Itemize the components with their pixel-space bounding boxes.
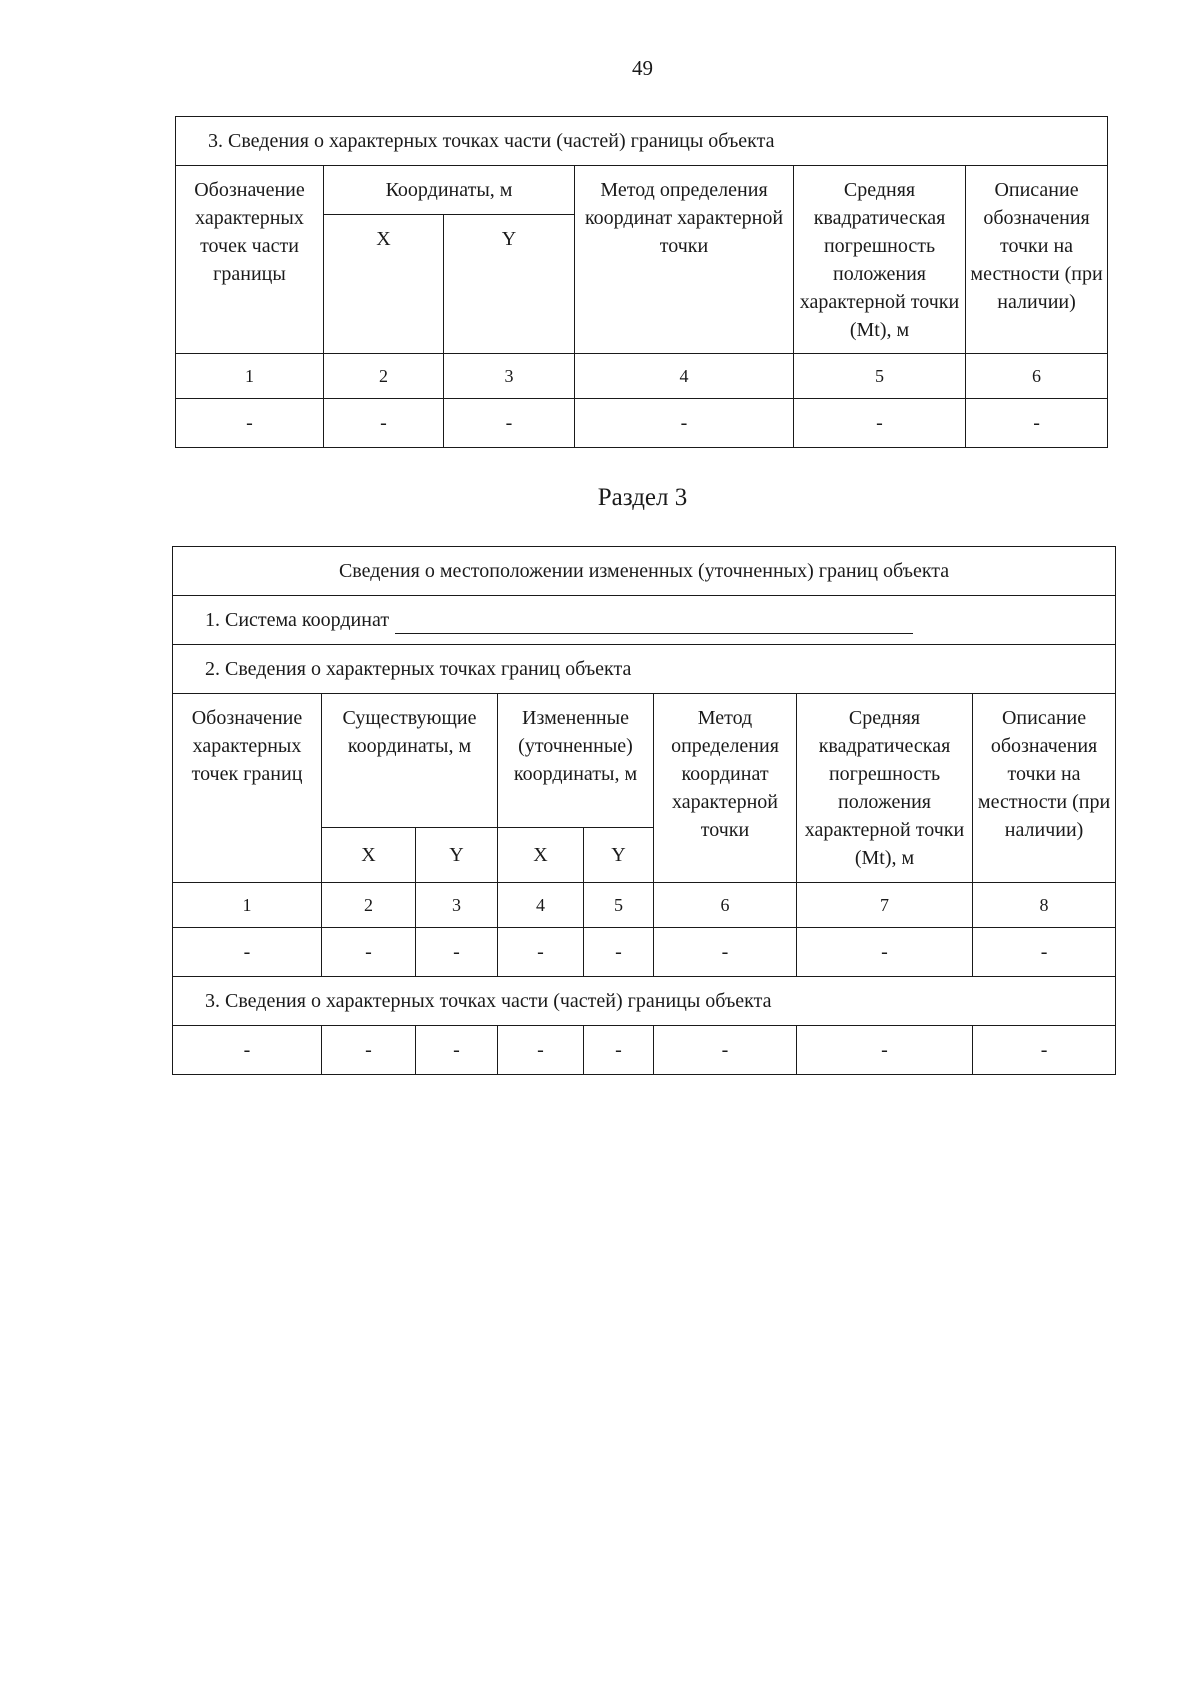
header-method: Метод определения координат характерной точки bbox=[654, 694, 797, 883]
changed-boundaries-table bbox=[172, 546, 1116, 1075]
table-cell: - bbox=[498, 928, 584, 977]
table-cell: - bbox=[973, 928, 1116, 977]
column-number: 7 bbox=[797, 883, 973, 928]
table-caption: Сведения о местоположении измененных (уточненных) границ объекта bbox=[173, 547, 1116, 596]
header-method: Метод определения координат характерной точки bbox=[575, 166, 794, 354]
header-x: X bbox=[322, 828, 416, 883]
header-existing-coordinates: Существующие координаты, м bbox=[322, 694, 498, 828]
header-x: X bbox=[324, 215, 444, 354]
header-y: Y bbox=[584, 828, 654, 883]
header-designation: Обозначение характерных точек границ bbox=[173, 694, 322, 883]
table-cell: - bbox=[794, 399, 966, 448]
table-cell: - bbox=[324, 399, 444, 448]
column-number: 6 bbox=[966, 354, 1108, 399]
table-caption: 3. Сведения о характерных точках части (частей) границы объекта bbox=[176, 117, 1108, 166]
table-cell: - bbox=[797, 928, 973, 977]
page-number: 49 bbox=[632, 56, 653, 80]
coordinate-system-blank bbox=[395, 613, 913, 634]
table-cell: - bbox=[498, 1026, 584, 1075]
column-number: 6 bbox=[654, 883, 797, 928]
header-y: Y bbox=[416, 828, 498, 883]
column-number: 1 bbox=[173, 883, 322, 928]
column-number: 4 bbox=[575, 354, 794, 399]
table-cell: - bbox=[797, 1026, 973, 1075]
column-number: 3 bbox=[416, 883, 498, 928]
column-number: 5 bbox=[794, 354, 966, 399]
part-boundary-points-table bbox=[175, 116, 1108, 448]
coordinate-system-row bbox=[173, 596, 1116, 645]
table-cell: - bbox=[973, 1026, 1116, 1075]
column-number: 3 bbox=[444, 354, 575, 399]
header-error: Средняя квадратическая погрешность положения характерной точки (Mt), м bbox=[797, 694, 973, 883]
table-cell: - bbox=[966, 399, 1108, 448]
points-caption: 2. Сведения о характерных точках границ объекта bbox=[173, 645, 1116, 694]
table-cell: - bbox=[654, 928, 797, 977]
column-number: 8 bbox=[973, 883, 1116, 928]
table-cell: - bbox=[322, 928, 416, 977]
table-cell: - bbox=[322, 1026, 416, 1075]
table-cell: - bbox=[173, 1026, 322, 1075]
header-x: X bbox=[498, 828, 584, 883]
column-number: 1 bbox=[176, 354, 324, 399]
table-cell: - bbox=[173, 928, 322, 977]
table-cell: - bbox=[575, 399, 794, 448]
header-designation: Обозначение характерных точек части границы bbox=[176, 166, 324, 354]
part-points-caption: 3. Сведения о характерных точках части (частей) границы объекта bbox=[173, 977, 1116, 1026]
section-title: Раздел 3 bbox=[597, 484, 688, 511]
table-cell: - bbox=[416, 928, 498, 977]
header-error: Средняя квадратическая погрешность положения характерной точки (Mt), м bbox=[794, 166, 966, 354]
header-coordinates: Координаты, м bbox=[324, 166, 575, 215]
header-description: Описание обозначения точки на местности (при наличии) bbox=[966, 166, 1108, 354]
table-cell: - bbox=[584, 928, 654, 977]
column-number: 2 bbox=[324, 354, 444, 399]
header-changed-coordinates: Измененные (уточненные) координаты, м bbox=[498, 694, 654, 828]
column-number: 5 bbox=[584, 883, 654, 928]
table-cell: - bbox=[654, 1026, 797, 1075]
table-cell: - bbox=[444, 399, 575, 448]
column-number: 2 bbox=[322, 883, 416, 928]
header-description: Описание обозначения точки на местности (при наличии) bbox=[973, 694, 1116, 883]
column-number: 4 bbox=[498, 883, 584, 928]
table-cell: - bbox=[416, 1026, 498, 1075]
header-y: Y bbox=[444, 215, 575, 354]
table-cell: - bbox=[176, 399, 324, 448]
table-cell: - bbox=[584, 1026, 654, 1075]
coordinate-system-label: 1. Система координат bbox=[205, 609, 390, 631]
